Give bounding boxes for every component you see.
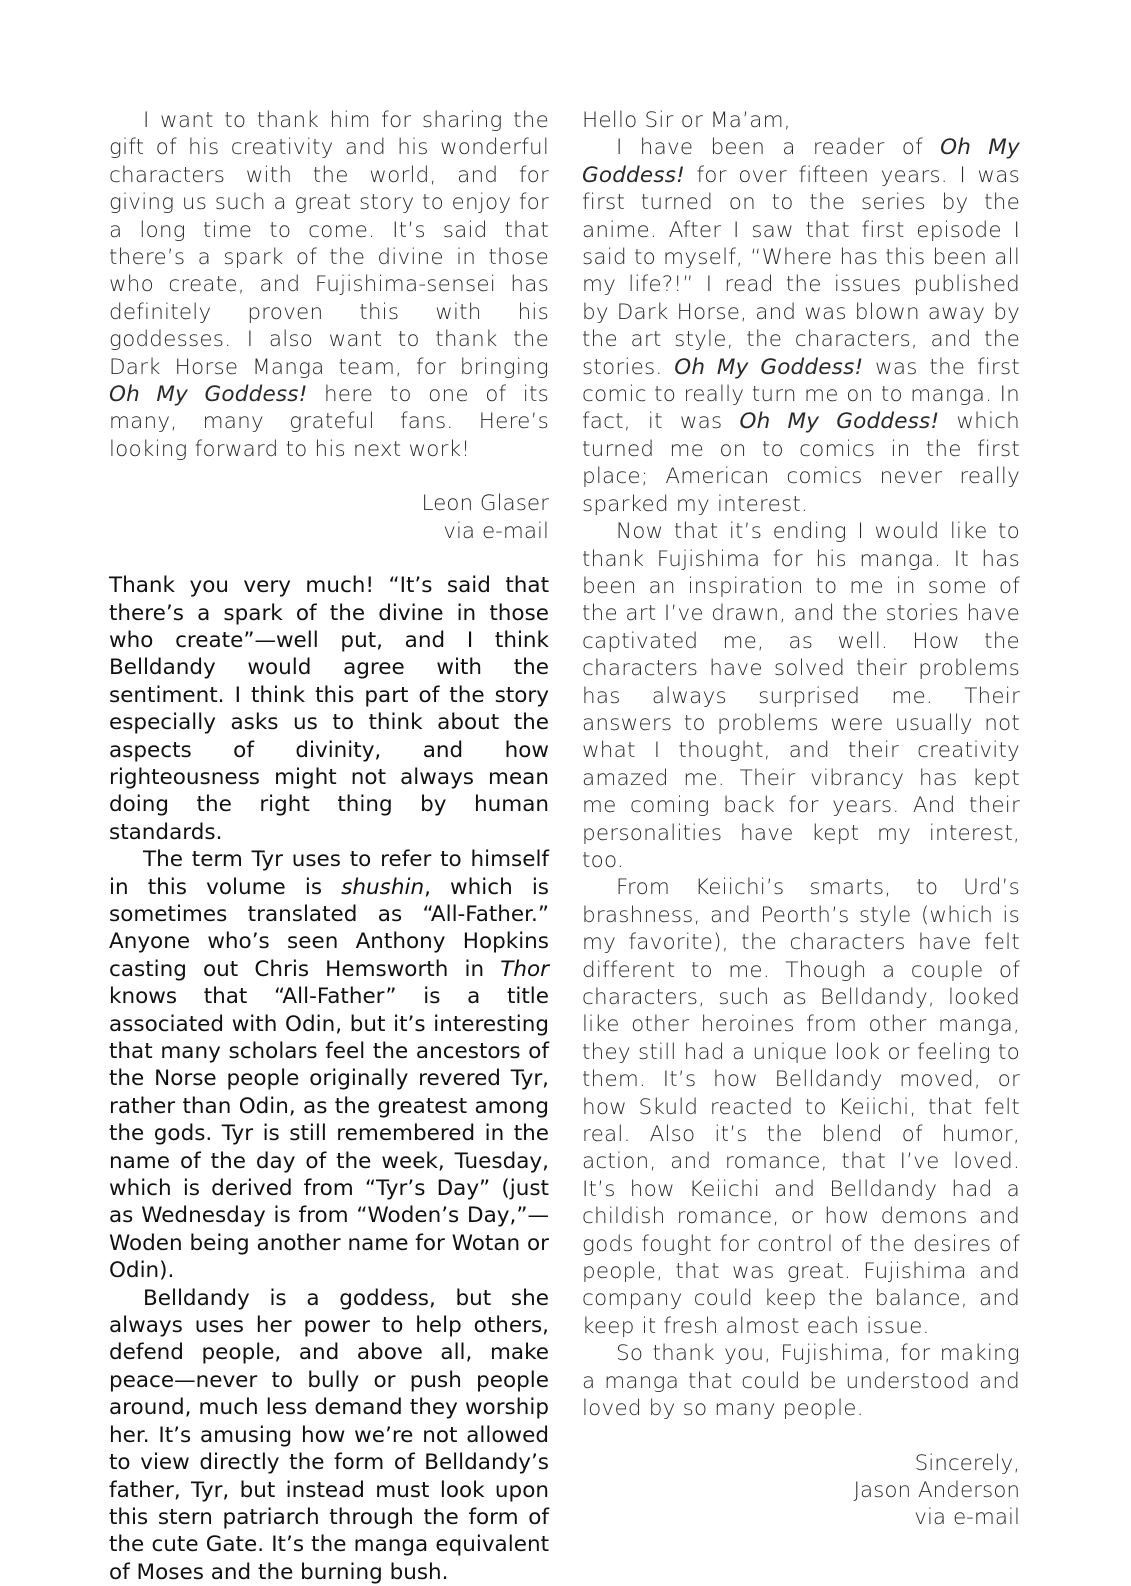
letter-title-italic: Oh My Goddess!: [109, 382, 308, 408]
letter-paragraph-2: Now that it’s ending I would like to thank Fujishima for his manga. It has been an inspiration to me in some of the art I’ve drawn, and the stories have captivated me, as well. How the characters have solved their problems has always surprised me. Their answers to problems were usually not what I thought, and their creativity amazed me. Their vibrancy has kept me coming back for years. And their personalities have kept my interest, too.: [582, 519, 1020, 873]
letter-greeting: Hello Sir or Ma’am,: [582, 108, 791, 133]
left-column: [109, 107, 549, 1586]
letter-paragraph-3: From Keiichi’s smarts, to Urd’s brashness, and Peorth’s style (which is my favorite), the characters have felt different to me. Though a couple of characters, such as Belldandy, looked like other heroines from other manga, they still had a unique look or feeling to them. It’s how Belldandy moved, or how Skuld reacted to Keiichi, that felt real. Also it’s the blend of humor, action, and romance, that I’ve loved. It’s how Keiichi and Belldandy had a childish romance, or how demons and gods fought for control of the desires of people, that was great. Fujishima and company could keep the balance, and keep it fresh almost each issue.: [582, 875, 1020, 1339]
jason-anderson-letter: [582, 107, 1020, 1423]
letter-title-italic: Oh My Goddess!: [674, 354, 864, 380]
letter-title-italic: Oh My Goddess!: [739, 409, 940, 435]
signature-name: Jason Anderson: [853, 1477, 1020, 1503]
letter-text: I want to thank him for sharing the gift of his creativity and his wonderful characters with the world, and for giving us such a great story to enjoy for a long time to come. It’s said that there’s a spark of the divine in those who create, and Fujishima-sensei has definitely proven this with his goddesses. I also want to thank the Dark Horse Manga team, for bringing: [109, 108, 549, 380]
letter-text: which turned me on to comics in the first place; American comics never really sparked my interest.: [582, 409, 1020, 517]
signature-via: via e-mail: [443, 518, 549, 544]
reply-italic-term: shushin: [341, 874, 425, 900]
reply-text: The term Tyr uses to refer to himself in this volume is: [109, 847, 549, 900]
letter-text: I have been a reader of: [616, 135, 941, 161]
reply-paragraph-2: [109, 846, 549, 1285]
letter-text: for over fifteen years. I was first turned on to the series by the anime. After I saw that first episode I said to myself, “Where has this been all my life?!” I read the issues published by Dark Horse, and was blown away by the art style, the characters, and the stories.: [582, 162, 1020, 380]
jason-signature: [582, 1450, 1020, 1532]
letter-paragraph: [109, 107, 549, 463]
signature-closing: Sincerely,: [914, 1450, 1020, 1476]
reply-text: knows that “All-Father” is a title associated with Odin, but it’s interesting that many scholars feel the ancestors of the Norse people originally revered Tyr, rather than Odin, as the greatest among the gods. Tyr is still remembered in the name of the day of the week, Tuesday, which is derived from “Tyr’s Day” (just as Wednesday is from “Woden’s Day,”—Woden being another name for Wotan or Odin).: [109, 984, 549, 1284]
reply-text: , which is sometimes translated as “All-Father.” Anyone who’s seen Anthony Hopkins casting out Chris Hemsworth in: [109, 874, 550, 982]
signature-name: Leon Glaser: [421, 491, 549, 517]
letter-paragraph-1: [582, 134, 1020, 518]
reply-italic-title: Thor: [500, 956, 549, 982]
reply-paragraph-1: Thank you very much! “It’s said that there’s a spark of the divine in those who create”—well put, and I think Belldandy would agree with the sentiment. I think this part of the story especially asks us to think about the aspects of divinity, and how righteousness might not always mean doing the right thing by human standards.: [109, 573, 549, 845]
letter-text: was the first comic to really turn me on to manga. In fact, it was: [582, 354, 1020, 435]
right-column: [582, 107, 1020, 1532]
letter-paragraph-4: So thank you, Fujishima, for making a manga that could be understood and loved by so many people.: [582, 1341, 1020, 1422]
leon-signature: [109, 490, 549, 545]
reply-paragraph-3: Belldandy is a goddess, but she always uses her power to help others, defend people, and above all, make peace—never to bully or push people around, much less demand they worship her. It’s amusing how we’re not allowed to view directly the form of Belldandy’s father, Tyr, but instead must look upon this stern patriarch through the form of the cute Gate. It’s the manga equivalent of Moses and the burning bush.: [109, 1285, 549, 1585]
letter-text: here to one of its many, many grateful fans. Here’s looking forward to his next work!: [109, 382, 549, 462]
leon-glaser-letter: [109, 107, 549, 463]
signature-via: via e-mail: [914, 1505, 1020, 1531]
letter-title-italic: Oh My Goddess!: [582, 135, 1020, 188]
editor-reply: [109, 572, 549, 1586]
